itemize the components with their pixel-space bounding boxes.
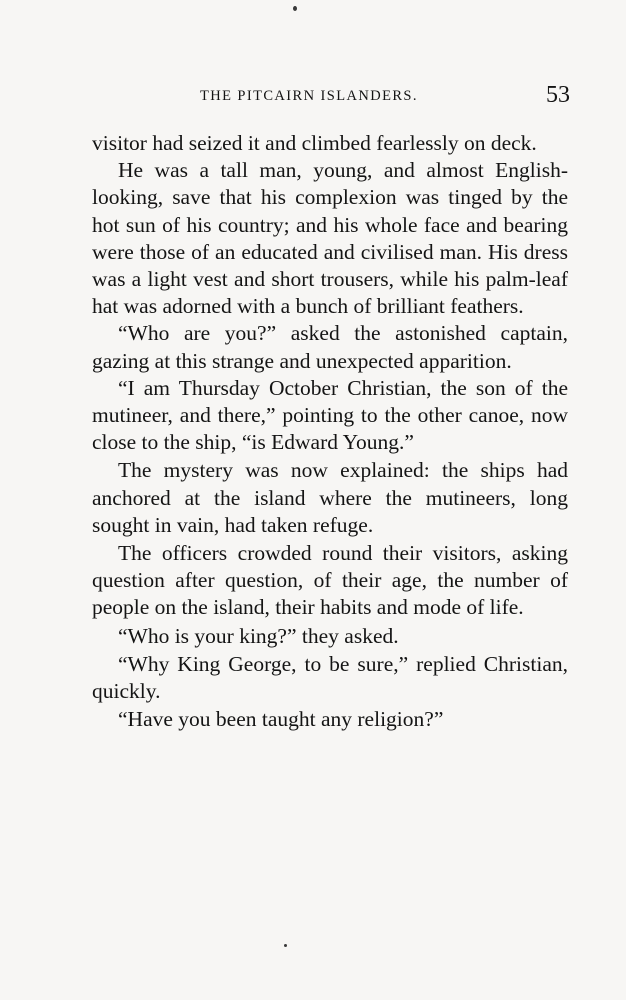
paragraph-1: visitor had seized it and climbed fearlessly on deck. [92,131,537,155]
paragraph-8: “Why King George, to be sure,” replied Christian, quickly. [92,651,568,704]
ink-speck-bottom [284,944,287,947]
paragraph-6: The officers crowded round their visitors, asking question after question, of their age, the number of people on the island, their habits and mode of life. [92,541,568,620]
page-number: 53 [546,82,570,108]
body-text [92,130,568,733]
paragraph-4: “I am Thursday October Christian, the son of the mutineer, and there,” pointing to the other canoe, now close to the ship, “is Edward Young.” [92,375,568,455]
page-header [92,82,570,112]
ink-speck-top [293,6,297,11]
paragraph-7: “Who is your king?” they asked. [118,623,399,648]
paragraph-5: The mystery was now explained: the ships had anchored at the island where the mutineers, long sought in vain, had taken refuge. [92,458,568,537]
paragraph-9: “Have you been taught any religion?” [118,707,444,732]
running-title: THE PITCAIRN ISLANDERS. [200,88,418,104]
paragraph-3: “Who are you?” asked the astonished captain, gazing at this strange and unexpected apparition. [92,321,568,373]
paragraph-2: He was a tall man, young, and almost English-looking, save that his complexion was tinged by the hot sun of his country; and his whole face and bearing were those of an educated and civilised man. His dress was a light vest and short trousers, while his palm-leaf hat was adorned with a bunch of brilliant feathers. [92,158,568,319]
